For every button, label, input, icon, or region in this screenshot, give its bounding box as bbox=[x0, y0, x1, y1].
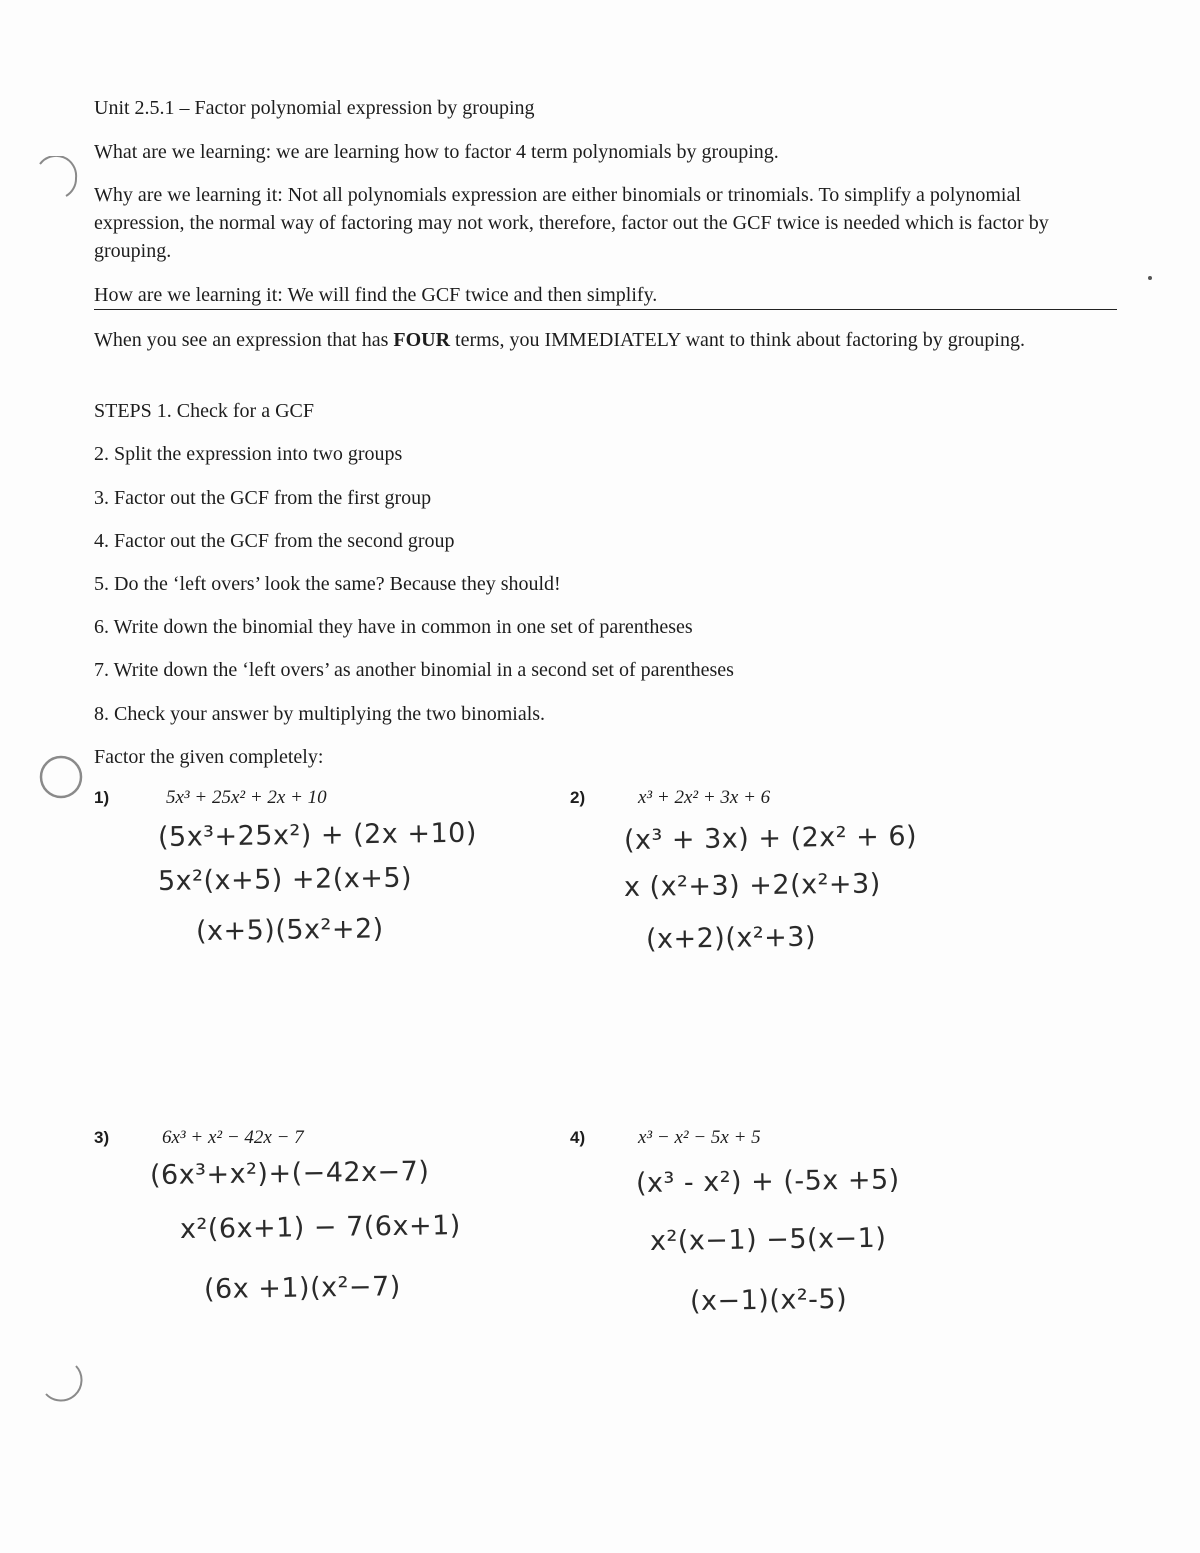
step-2: 2. Split the expression into two groups bbox=[94, 443, 403, 465]
problem-3-work-line-2: x²(6x+1) − 7(6x+1) bbox=[179, 1210, 462, 1245]
step-8: 8. Check your answer by multiplying the two binomials. bbox=[94, 703, 546, 725]
problem-4-work-line-3: (x−1)(x²-5) bbox=[689, 1283, 848, 1317]
problem-2-number: 2) bbox=[570, 788, 586, 807]
binder-hole-middle bbox=[38, 754, 84, 800]
problem-2-work-line-1: (x³ + 3x) + (2x² + 6) bbox=[623, 820, 918, 856]
problem-1-work-line-1: (5x³+25x²) + (2x +10) bbox=[157, 817, 478, 853]
problem-1-number: 1) bbox=[94, 788, 110, 807]
what-learning: What are we learning: we are learning how to factor 4 term polynomials by grouping. bbox=[94, 141, 779, 163]
problem-3-work-line-1: (6x³+x²)+(−42x−7) bbox=[149, 1156, 430, 1191]
problem-3-expression: 6x³ + x² − 42x − 7 bbox=[162, 1127, 304, 1148]
step-6: 6. Write down the binomial they have in common in one set of parentheses bbox=[94, 616, 693, 638]
problem-1-expression: 5x³ + 25x² + 2x + 10 bbox=[166, 787, 327, 808]
problem-1-work-line-2: 5x²(x+5) +2(x+5) bbox=[157, 862, 413, 897]
problem-4-expression: x³ − x² − 5x + 5 bbox=[638, 1127, 761, 1148]
problem-2-work-line-2: x (x²+3) +2(x²+3) bbox=[623, 868, 881, 903]
step-4: 4. Factor out the GCF from the second group bbox=[94, 530, 455, 552]
problem-3-work-line-3: (6x +1)(x²−7) bbox=[203, 1271, 401, 1305]
step-5: 5. Do the ‘left overs’ look the same? Because they should! bbox=[94, 573, 561, 595]
problem-4-work-line-1: (x³ - x²) + (-5x +5) bbox=[635, 1164, 900, 1199]
instructions: Factor the given completely: bbox=[94, 746, 324, 768]
binder-hole-top bbox=[36, 156, 80, 202]
binder-hole-bottom bbox=[40, 1362, 84, 1402]
problem-2-expression: x³ + 2x² + 3x + 6 bbox=[638, 787, 771, 808]
page-title: Unit 2.5.1 – Factor polynomial expression by grouping bbox=[94, 97, 535, 119]
intro-paragraph: When you see an expression that has FOUR terms, you IMMEDIATELY want to think about factoring by grouping. bbox=[94, 329, 1025, 351]
divider bbox=[94, 309, 1117, 310]
problem-1-work-line-3: (x+5)(5x²+2) bbox=[195, 913, 384, 947]
problem-4-number: 4) bbox=[570, 1128, 586, 1147]
problem-4-work-line-2: x²(x−1) −5(x−1) bbox=[649, 1222, 887, 1257]
how-learning: How are we learning it: We will find the GCF twice and then simplify. bbox=[94, 284, 658, 306]
problem-3-number: 3) bbox=[94, 1128, 110, 1147]
step-3: 3. Factor out the GCF from the first group bbox=[94, 487, 432, 509]
scan-speck bbox=[1148, 276, 1152, 280]
step-7: 7. Write down the ‘left overs’ as another binomial in a second set of parentheses bbox=[94, 659, 734, 681]
step-1: STEPS 1. Check for a GCF bbox=[94, 400, 314, 422]
problem-2-work-line-3: (x+2)(x²+3) bbox=[645, 921, 817, 955]
why-learning: Why are we learning it: Not all polynomials expression are either binomials or trinomials. To simplify a polynomial expression, the normal way of factoring may not work, therefore, factor out the GCF twice is needed which is factor by grouping. bbox=[94, 184, 1049, 262]
